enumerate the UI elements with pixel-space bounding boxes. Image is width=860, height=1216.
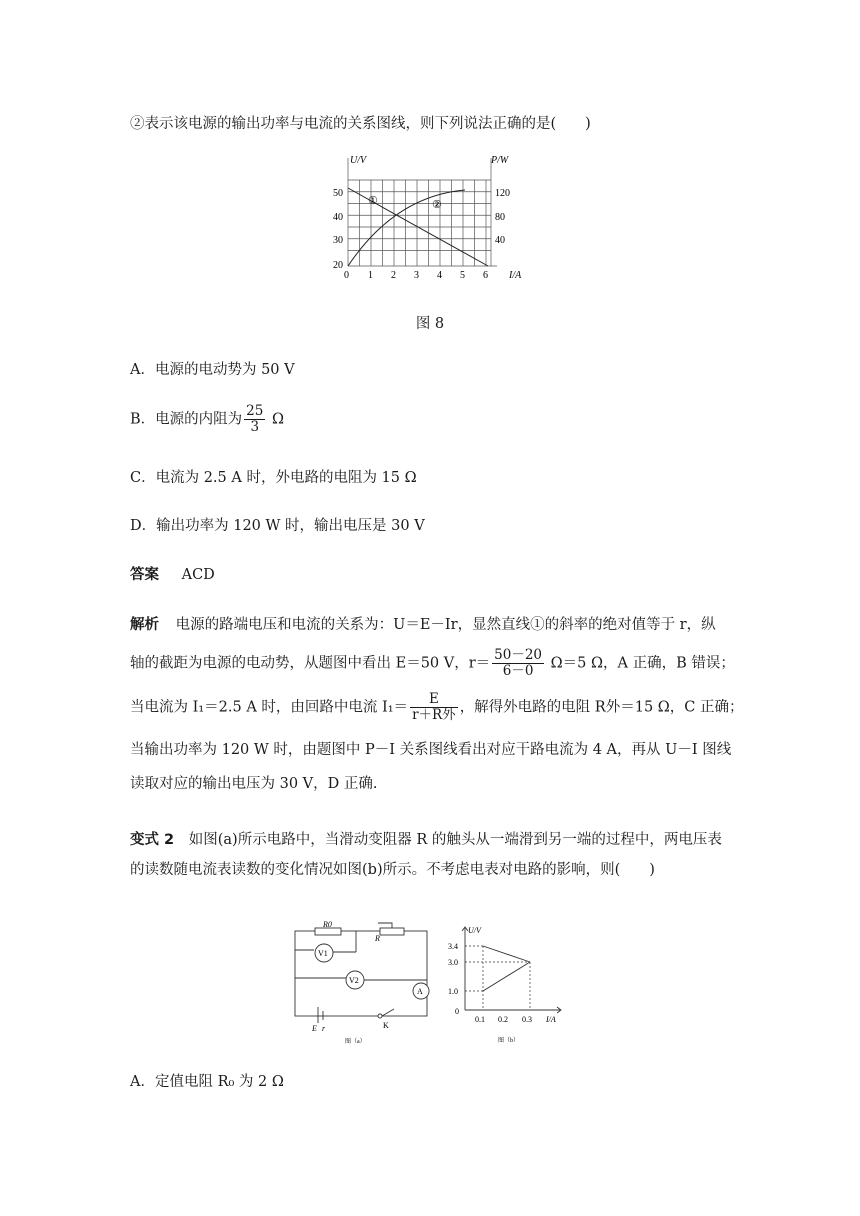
x-tick-0-3: 0.3 (522, 1015, 532, 1024)
figure-8-graph (325, 148, 535, 283)
r0-label: R0 (323, 920, 332, 929)
u-tick-50: 50 (333, 188, 343, 199)
rheostat (380, 928, 404, 935)
analysis-fraction-1 (492, 648, 544, 679)
analysis-text-2a: 轴的截距为电源的电动势，从题图中看出 E＝50 V，r＝ (130, 655, 491, 672)
variant-label: 变式 2 (130, 832, 175, 848)
ammeter-label: A (417, 987, 423, 996)
graph-b-caption: 图（b） (498, 1038, 520, 1044)
u-tick-40: 40 (333, 212, 343, 223)
v2-label: V2 (349, 976, 359, 985)
p-tick-40: 40 (495, 235, 505, 246)
y-tick-3-4: 3.4 (448, 942, 458, 951)
circuit-figure-a (290, 920, 440, 1047)
variant-line-2: 的读数随电流表读数的变化情况如图(b)所示。不考虑电表对电路的影响，则( ) (130, 862, 655, 878)
option-b-prefix: B．电源的内阻为 (130, 411, 243, 428)
option-c: C．电流为 2.5 A 时，外电路的电阻为 15 Ω (130, 470, 417, 486)
p-axis-label: P/W (491, 155, 509, 166)
analysis-fraction-1-num: 50－20 (494, 647, 543, 663)
y-tick-3-0: 3.0 (448, 958, 458, 967)
i-tick-0: 0 (344, 270, 349, 281)
option-b-suffix: Ω (267, 411, 284, 428)
i-tick-3: 3 (414, 270, 419, 281)
i-tick-1: 1 (368, 270, 373, 281)
analysis-text-2b: Ω＝5 Ω，A 正确，B 错误； (546, 655, 735, 672)
analysis-fraction-2-num: E (410, 692, 458, 708)
answer-value: ACD (181, 567, 215, 583)
analysis-text-3b: ，解得外电路的电阻 R外＝15 Ω，C 正确； (459, 699, 744, 716)
analysis-fraction-2-den: r＋R外 (412, 707, 456, 723)
curve-1-label: ① (368, 195, 378, 207)
i-tick-5: 5 (460, 270, 465, 281)
i-axis-label: I/A (509, 270, 522, 281)
curve-2-line (348, 190, 465, 266)
option-b-denominator: 3 (250, 419, 260, 435)
u-tick-20: 20 (333, 260, 343, 271)
i-tick-6: 6 (483, 270, 488, 281)
switch-label: K (383, 1021, 389, 1030)
p-tick-80: 80 (495, 212, 505, 223)
graph-b-x-label: I/A (546, 1015, 556, 1024)
analysis-text-1: 电源的路端电压和电流的关系为：U＝E－Ir，显然直线①的斜率的绝对值等于 r，纵 (175, 617, 716, 633)
option-b (130, 404, 284, 435)
v1-label: V1 (318, 949, 328, 958)
u-tick-30: 30 (333, 235, 343, 246)
u-axis-label: U/V (350, 155, 367, 166)
option-b-fraction (244, 404, 265, 435)
question-stem: ②表示该电源的输出功率与电流的关系图线，则下列说法正确的是( ) (130, 116, 591, 132)
option-d: D．输出功率为 120 W 时，输出电压是 30 V (130, 518, 425, 534)
figure-caption: 图 8 (415, 316, 445, 332)
answer-label: 答案 (130, 567, 159, 583)
r-label: R (375, 934, 380, 943)
variant-line-1 (130, 828, 722, 849)
analysis-text-3a: 当电流为 I₁＝2.5 A 时，由回路中电流 I₁＝ (130, 699, 409, 716)
emf-label: E (312, 1024, 317, 1033)
analysis-line-4: 当输出功率为 120 W 时，由题图中 P－I 关系图线看出对应干路电流为 4 A，再从 U－I 图线 (130, 742, 732, 758)
option-a: A．电源的电动势为 50 V (130, 362, 295, 378)
y-tick-0: 0 (455, 1007, 459, 1016)
x-tick-0-2: 0.2 (498, 1015, 508, 1024)
i-tick-2: 2 (391, 270, 396, 281)
answer-line (130, 563, 215, 584)
analysis-line-3 (130, 692, 744, 723)
analysis-line-5: 读取对应的输出电压为 30 V，D 正确. (130, 776, 378, 792)
analysis-fraction-1-den: 6－0 (502, 663, 534, 679)
analysis-fraction-2 (410, 692, 458, 723)
variant-option-a: A．定值电阻 R₀ 为 2 Ω (130, 1074, 284, 1090)
graph-b-y-label: U/V (468, 926, 481, 935)
circuit-caption: 图（a） (345, 1039, 366, 1045)
grid-lines (348, 158, 497, 266)
x-tick-0-1: 0.1 (475, 1015, 485, 1024)
analysis-label: 解析 (130, 617, 159, 633)
analysis-line-1 (130, 613, 716, 634)
analysis-line-2 (130, 648, 735, 679)
y-tick-1-0: 1.0 (448, 987, 458, 996)
graph-figure-b (448, 922, 573, 1047)
curve-2-label: ② (432, 199, 442, 211)
internal-r-label: r (322, 1024, 326, 1033)
option-b-numerator: 25 (246, 403, 264, 419)
r0-resistor (315, 928, 341, 935)
i-tick-4: 4 (437, 270, 442, 281)
variant-text-1: 如图(a)所示电路中，当滑动变阻器 R 的触头从一端滑到另一端的过程中，两电压表 (188, 832, 722, 848)
p-tick-120: 120 (495, 188, 510, 199)
